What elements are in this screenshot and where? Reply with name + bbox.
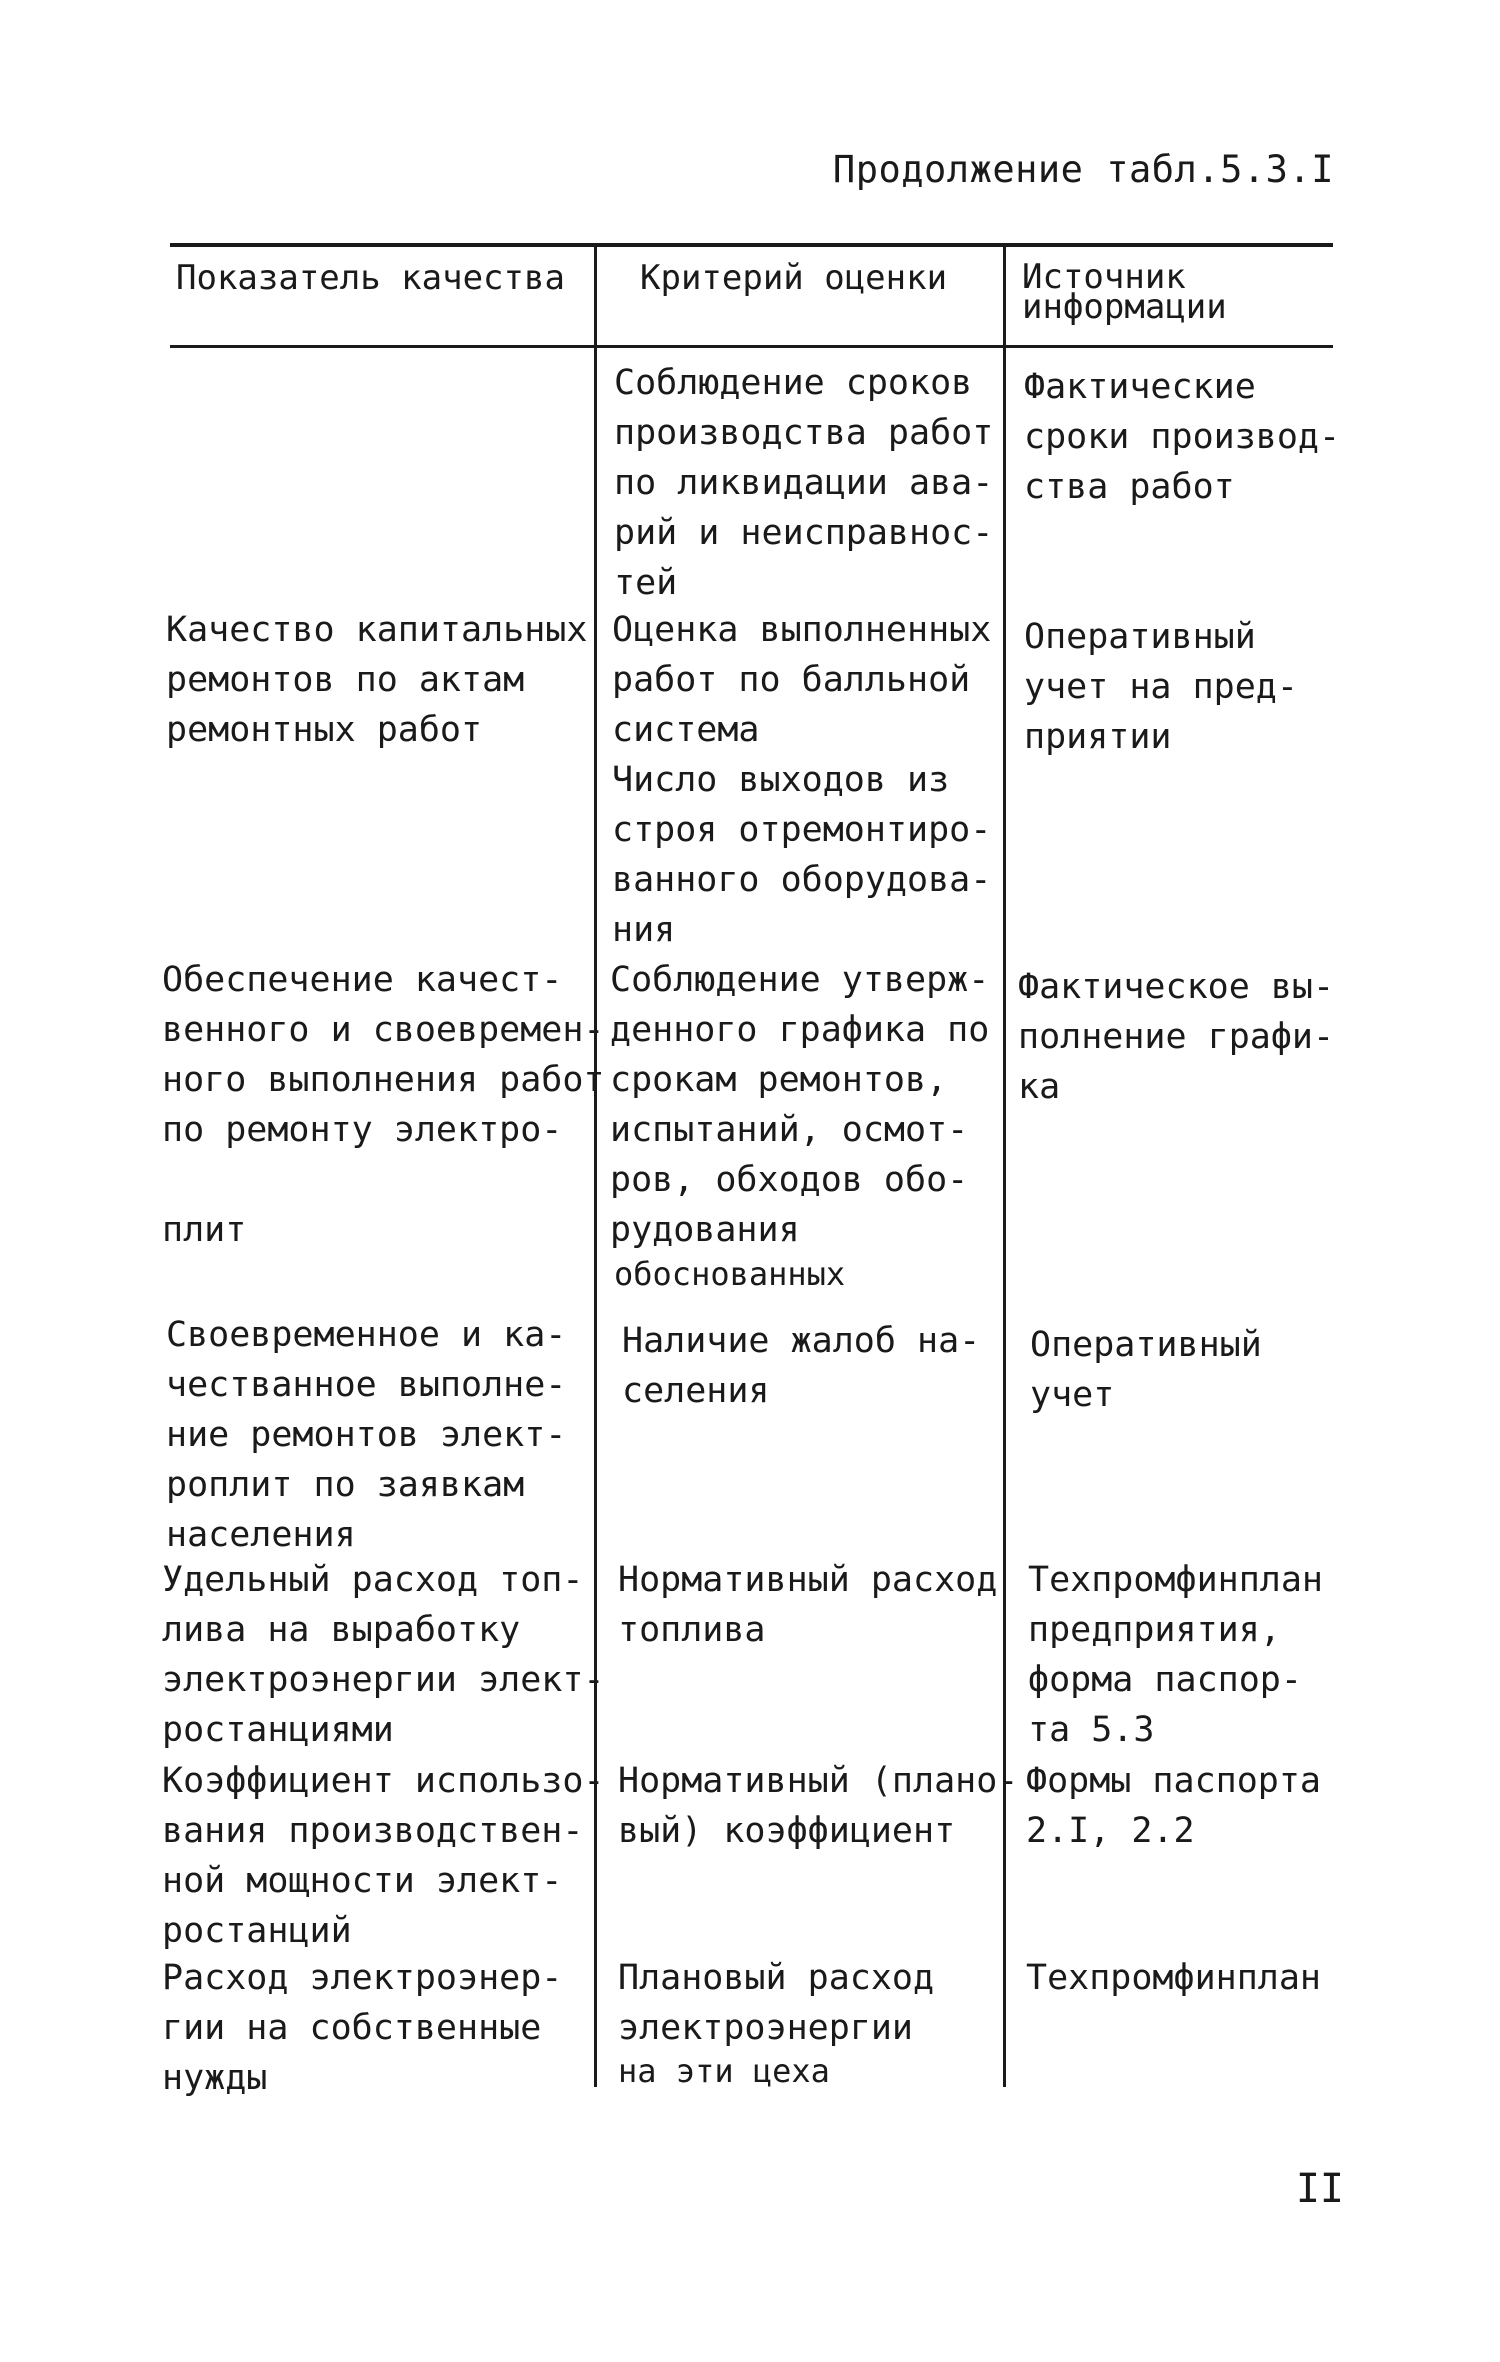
row-6-indicator: Коэффициент использо- вания производствен- ной мощности элект- ростанций <box>162 1761 605 1951</box>
header-indicator: Показатель качества <box>176 258 565 298</box>
row-7-criterion: Плановый расход электроэнергии <box>618 1958 935 2048</box>
row-1-criterion: Соблюдение сроков производства работ по ликвидации ава- рий и неисправнос- тей <box>614 363 994 603</box>
row-6-criterion: Нормативный (плано- вый) коэффициент <box>618 1761 1019 1851</box>
row-5-source: Техпромфинплан предприятия, форма паспор- та 5.3 <box>1028 1560 1324 1750</box>
table-caption: Продолжение табл.5.3.I <box>832 148 1334 191</box>
table-top-rule <box>170 243 1333 247</box>
row-4-indicator: Своевременное и ка- честванное выполне- ние ремонтов элект- роплит по заявкам населения <box>166 1315 567 1555</box>
row-2-criterion: Оценка выполненных работ по балльной система Число выходов из строя отремонтиро- ванного оборудова- ния <box>612 610 992 950</box>
header-source: Источник информации <box>1022 257 1227 327</box>
row-3-criterion-extra: обоснованных <box>614 1255 846 1293</box>
row-4-source: Оперативный учет <box>1030 1325 1262 1415</box>
table-header-rule <box>170 345 1333 348</box>
row-3-criterion: Соблюдение утверж- денного графика по срокам ремонтов, испытаний, осмот- ров, обходов обо- рудования <box>610 960 990 1250</box>
row-5-indicator: Удельный расход топ- лива на выработку электроэнергии элект- ростанциями <box>162 1560 605 1750</box>
row-3-indicator-tail: плит <box>162 1210 247 1250</box>
row-7-criterion-extra: на эти цеха <box>618 2052 830 2090</box>
row-3-indicator: Обеспечение качест- венного и своевремен- ного выполнения работ по ремонту электро- <box>162 960 605 1150</box>
row-1-source: Фактические сроки производ- ства работ <box>1024 367 1341 507</box>
row-3-source: Фактическое вы- полнение графи- ка <box>1018 967 1335 1107</box>
page-number: II <box>1295 2166 1344 2212</box>
row-6-source: Формы паспорта 2.I, 2.2 <box>1026 1761 1322 1851</box>
header-criterion: Критерий оценки <box>640 258 948 298</box>
row-2-source: Оперативный учет на пред- приятии <box>1024 617 1298 757</box>
row-5-criterion: Нормативный расход топлива <box>618 1560 998 1650</box>
row-7-source: Техпромфинплан <box>1026 1958 1322 1998</box>
row-7-indicator: Расход электроэнер- гии на собственные нужды <box>162 1958 563 2098</box>
row-2-indicator: Качество капитальных ремонтов по актам ремонтных работ <box>166 610 588 750</box>
row-4-criterion: Наличие жалоб на- селения <box>622 1321 981 1411</box>
